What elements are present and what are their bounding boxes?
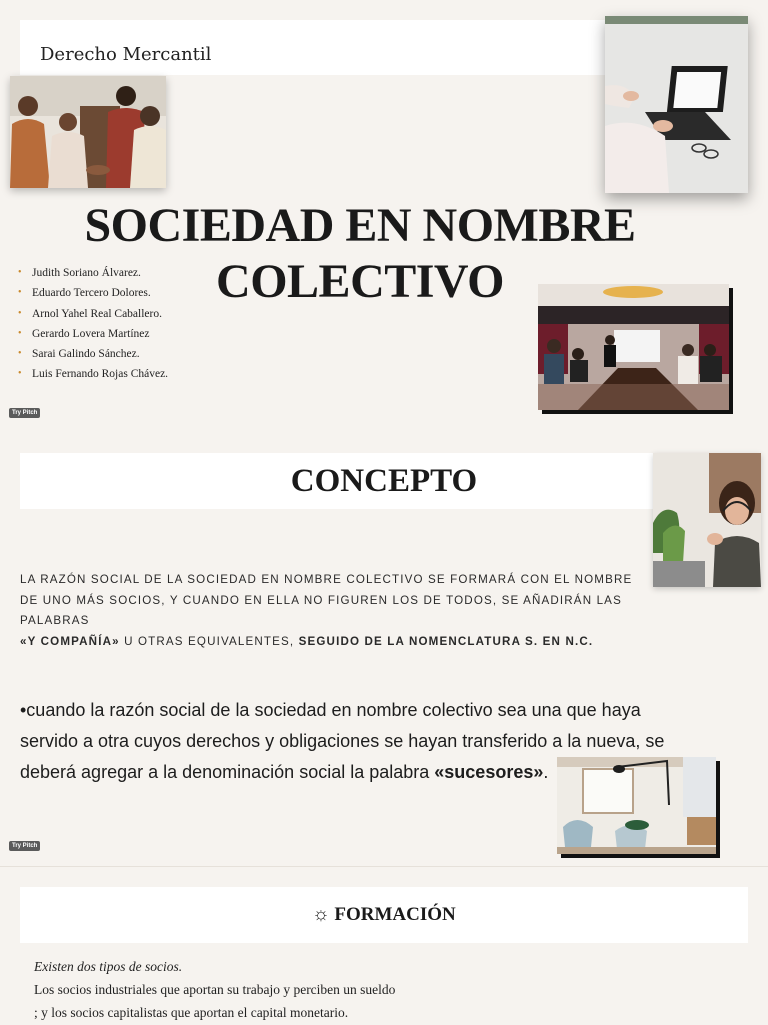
team-handshake-photo <box>10 76 166 188</box>
concept-line-2: DE UNO MÁS SOCIOS, Y CUANDO EN ELLA NO FIGUREN LOS DE TODOS, SE AÑADIRÁN LAS <box>20 593 622 607</box>
formation-title: ☼ FORMACIÓN <box>312 904 456 925</box>
member-item: • Judith Soriano Álvarez. <box>18 263 168 283</box>
sucesores-term: «sucesores» <box>434 762 544 782</box>
slide-formation <box>0 866 768 1025</box>
main-title-line-2: COLECTIVO <box>216 255 504 308</box>
concept-paragraph <box>20 570 680 652</box>
slide-title <box>0 0 768 432</box>
meeting-room-photo <box>538 284 729 410</box>
successor-line-1: •cuando la razón social de la sociedad en nombre colectivo sea una que haya <box>20 700 641 720</box>
successor-line-3-end: . <box>543 762 549 782</box>
try-pitch-badge[interactable]: Try Pitch <box>9 841 40 851</box>
concept-title-band <box>20 453 748 509</box>
concept-title: CONCEPTO <box>290 463 478 499</box>
successor-line-2: servido a otra cuyos derechos y obligaciones se hayan transferido a la nueva, se <box>20 731 665 751</box>
main-title-line-1: SOCIEDAD EN NOMBRE <box>84 199 636 252</box>
member-list <box>18 263 168 385</box>
course-title: Derecho Mercantil <box>40 44 212 65</box>
nomenclature-term: SEGUIDO DE LA NOMENCLATURA S. EN N.C. <box>298 634 594 648</box>
formation-line-3: ; y los socios capitalistas que aportan el capital monetario. <box>34 1005 349 1020</box>
concept-line-4 <box>20 632 680 653</box>
member-item: • Sarai Galindo Sánchez. <box>18 344 168 364</box>
member-item: • Eduardo Tercero Dolores. <box>18 283 168 303</box>
laptop-photo <box>605 16 748 193</box>
y-compania-term: «Y COMPAÑÍA» <box>20 634 120 648</box>
office-lounge-photo <box>557 757 716 854</box>
try-pitch-badge[interactable]: Try Pitch <box>9 408 40 418</box>
successor-line-3-text: deberá agregar a la denominación social la palabra <box>20 762 435 782</box>
formation-title-band <box>20 887 748 943</box>
member-item: • Gerardo Lovera Martínez <box>18 324 168 344</box>
concept-line-1: LA RAZÓN SOCIAL DE LA SOCIEDAD EN NOMBRE COLECTIVO SE FORMARÁ CON EL NOMBRE <box>20 573 633 586</box>
formation-line-1: Existen dos tipos de socios. <box>34 959 183 974</box>
concept-line-4-mid: U OTRAS EQUIVALENTES, <box>119 634 299 648</box>
member-item: • Luis Fernando Rojas Chávez. <box>18 364 168 384</box>
slide-concept <box>0 432 768 866</box>
support-agent-photo <box>653 453 761 587</box>
member-item: • Arnol Yahel Real Caballero. <box>18 304 168 324</box>
formation-text <box>34 955 395 1024</box>
formation-line-2: Los socios industriales que aportan su trabajo y perciben un sueldo <box>34 982 396 997</box>
concept-line-3: PALABRAS <box>20 614 90 627</box>
